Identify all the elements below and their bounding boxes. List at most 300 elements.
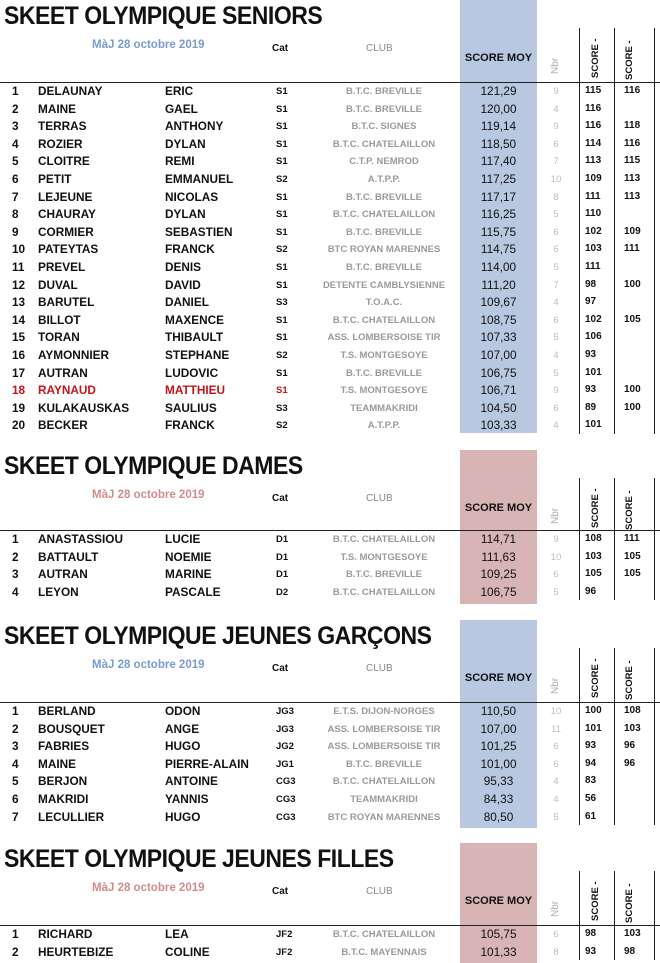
update-date: MàJ 28 octobre 2019 — [92, 39, 205, 51]
rank-cell: 8 — [12, 207, 19, 222]
first-name-cell: GAEL — [165, 101, 198, 116]
first-name-cell: PASCALE — [165, 584, 221, 599]
first-name-cell: YANNIS — [165, 792, 209, 806]
category-cell: JF2 — [276, 929, 293, 940]
rank-cell: 4 — [12, 584, 19, 599]
table-row — [0, 277, 660, 295]
last-name-cell: BERJON — [38, 774, 88, 789]
header-cat: Cat — [272, 493, 289, 504]
rank-cell: 6 — [12, 172, 19, 186]
score-moy-cell: 107,00 — [480, 721, 517, 736]
first-name-cell: ANTHONY — [165, 119, 224, 134]
score-2-cell: 100 — [624, 401, 641, 413]
nbr-cell: 11 — [551, 723, 561, 735]
last-name-cell: PREVEL — [38, 260, 86, 274]
club-cell: B.T.C. CHATELAILLON — [332, 209, 436, 221]
first-name-cell: COLINE — [165, 944, 210, 959]
score-2-cell: 103 — [624, 722, 641, 734]
header-club: CLUB — [366, 663, 393, 674]
first-name-cell: EMMANUEL — [165, 172, 234, 186]
category-cell: S1 — [276, 332, 288, 344]
club-cell: B.T.C. BREVILLE — [345, 262, 422, 273]
table-row — [0, 294, 660, 312]
rank-cell: 4 — [12, 136, 19, 151]
score-1-cell: 115 — [585, 85, 602, 96]
last-name-cell: DELAUNAY — [38, 84, 103, 98]
nbr-cell: 6 — [553, 402, 559, 414]
club-cell: C.T.P. NEMROD — [349, 156, 419, 168]
last-name-cell: AYMONNIER — [38, 348, 110, 362]
nbr-cell: 6 — [553, 758, 559, 770]
section-title: SKEET OLYMPIQUE SENIORS — [4, 2, 323, 30]
last-name-cell: AUTRAN — [38, 567, 88, 582]
score-2-cell: 116 — [624, 85, 641, 96]
club-cell: T.S. MONTGESOYE — [340, 350, 428, 361]
first-name-cell: ANTOINE — [165, 774, 218, 789]
header-score-2: SCORE - — [624, 660, 635, 700]
nbr-cell: 9 — [553, 121, 559, 133]
last-name-cell: BOUSQUET — [38, 721, 105, 736]
score-1-cell: 101 — [585, 722, 602, 734]
club-cell: B.T.C. CHATELAILLON — [332, 586, 436, 598]
first-name-cell: NICOLAS — [165, 189, 219, 204]
nbr-cell: 5 — [553, 586, 559, 598]
table-row — [0, 584, 660, 602]
rank-cell: 15 — [12, 330, 26, 345]
table-row — [0, 703, 660, 721]
score-2-cell: 118 — [624, 120, 641, 132]
nbr-cell: 6 — [553, 929, 559, 940]
nbr-cell: 4 — [553, 350, 559, 361]
ranking-section — [0, 620, 660, 843]
club-cell: B.T.C. BREVILLE — [345, 758, 422, 770]
category-cell: JG3 — [276, 706, 294, 717]
score-1-cell: 98 — [585, 928, 597, 939]
table-row — [0, 382, 660, 400]
first-name-cell: STEPHANE — [165, 348, 230, 362]
score-2-cell: 105 — [624, 550, 641, 562]
first-name-cell: ERIC — [165, 84, 194, 98]
category-cell: S1 — [276, 385, 288, 397]
category-cell: S1 — [276, 279, 288, 291]
nbr-cell: 5 — [553, 209, 559, 221]
first-name-cell: SEBASTIEN — [165, 224, 233, 239]
first-name-cell: HUGO — [165, 809, 201, 824]
table-row — [0, 101, 660, 119]
category-cell: S1 — [276, 103, 288, 115]
score-moy-cell: 121,29 — [480, 84, 517, 98]
category-cell: S2 — [276, 174, 288, 185]
score-1-cell: 111 — [585, 190, 601, 202]
rank-cell: 17 — [12, 365, 26, 380]
table-row — [0, 312, 660, 330]
rank-cell: 4 — [12, 756, 19, 771]
club-cell: T.O.A.C. — [365, 297, 403, 309]
score-1-cell: 100 — [585, 705, 602, 716]
nbr-cell: 10 — [550, 706, 562, 717]
ranking-section — [0, 843, 660, 963]
first-name-cell: THIBAULT — [165, 330, 224, 345]
last-name-cell: RAYNAUD — [38, 383, 96, 398]
rank-cell: 5 — [12, 154, 19, 169]
category-cell: CG3 — [276, 811, 296, 823]
score-2-cell: 113 — [624, 190, 641, 202]
first-name-cell: DYLAN — [165, 207, 206, 222]
score-moy-cell: 106,75 — [480, 365, 517, 380]
last-name-cell: HEURTEBIZE — [38, 944, 114, 959]
table-row — [0, 259, 660, 277]
score-moy-cell: 107,00 — [480, 348, 517, 362]
header-score-2: SCORE - — [624, 883, 635, 923]
score-1-cell: 103 — [585, 243, 602, 255]
header-score-1: SCORE - — [590, 881, 601, 921]
score-2-cell: 115 — [624, 155, 641, 167]
rank-cell: 10 — [12, 242, 26, 257]
club-cell: B.T.C. BREVILLE — [345, 367, 422, 379]
rank-cell: 1 — [12, 927, 19, 941]
category-cell: S3 — [276, 402, 288, 414]
first-name-cell: DANIEL — [165, 295, 209, 310]
rank-cell: 6 — [12, 792, 19, 806]
category-cell: S1 — [276, 86, 288, 97]
table-row — [0, 206, 660, 224]
score-1-cell: 109 — [585, 173, 602, 184]
score-moy-cell: 116,25 — [480, 207, 517, 222]
club-cell: BTC ROYAN MARENNES — [327, 811, 441, 823]
rank-cell: 3 — [12, 739, 19, 754]
club-cell: ASS. LOMBERSOISE TIR — [327, 741, 441, 753]
score-2-cell: 96 — [624, 757, 636, 769]
header-nbr: Nbr — [550, 507, 561, 524]
table-row — [0, 329, 660, 347]
score-1-cell: 103 — [585, 550, 602, 562]
nbr-cell: 9 — [553, 385, 559, 397]
score-1-cell: 96 — [585, 585, 597, 597]
last-name-cell: LECULLIER — [38, 809, 105, 824]
nbr-cell: 6 — [553, 314, 559, 326]
score-2-cell: 111 — [624, 243, 640, 255]
category-cell: S1 — [276, 138, 288, 150]
first-name-cell: MARINE — [165, 567, 212, 582]
first-name-cell: DENIS — [165, 260, 202, 274]
category-cell: S1 — [276, 367, 288, 379]
score-1-cell: 116 — [585, 102, 602, 114]
table-row — [0, 189, 660, 207]
header-score-1: SCORE - — [590, 658, 601, 698]
club-cell: B.T.C. BREVILLE — [345, 103, 422, 115]
last-name-cell: LEYON — [38, 584, 79, 599]
nbr-cell: 5 — [553, 332, 559, 344]
header-score-2: SCORE - — [624, 490, 635, 530]
rank-cell: 2 — [12, 944, 19, 959]
score-1-cell: 110 — [585, 208, 602, 220]
club-cell: B.T.C. MAYENNAIS — [341, 946, 427, 958]
club-cell: BTC ROYAN MARENNES — [327, 244, 441, 256]
header-score-moy: SCORE MOY — [464, 502, 533, 514]
score-moy-cell: 111,20 — [481, 277, 516, 292]
first-name-cell: NOEMIE — [165, 549, 212, 564]
score-1-cell: 101 — [585, 419, 602, 431]
first-name-cell: REMI — [165, 154, 195, 169]
update-date: MàJ 28 octobre 2019 — [92, 489, 205, 501]
first-name-cell: FRANCK — [165, 242, 215, 257]
score-moy-cell: 111,63 — [481, 549, 516, 564]
rank-cell: 1 — [12, 84, 19, 98]
section-title: SKEET OLYMPIQUE JEUNES GARÇONS — [4, 622, 432, 650]
score-moy-cell: 106,75 — [480, 584, 517, 599]
nbr-cell: 8 — [553, 946, 559, 958]
first-name-cell: LUDOVIC — [165, 365, 219, 380]
club-cell: A.T.P.P. — [367, 174, 401, 185]
last-name-cell: ROZIER — [38, 136, 83, 151]
score-1-cell: 114 — [585, 137, 602, 149]
club-cell: A.T.P.P. — [367, 420, 401, 432]
rank-cell: 9 — [12, 224, 19, 239]
category-cell: S1 — [276, 121, 288, 133]
score-moy-cell: 109,67 — [480, 295, 517, 310]
score-1-cell: 108 — [585, 533, 602, 544]
score-moy-cell: 110,50 — [480, 704, 517, 718]
category-cell: S3 — [276, 297, 288, 309]
table-row — [0, 417, 660, 435]
last-name-cell: KULAKAUSKAS — [38, 400, 130, 415]
table-row — [0, 926, 660, 944]
score-moy-cell: 107,33 — [480, 330, 517, 345]
last-name-cell: FABRIES — [38, 739, 90, 754]
header-cat: Cat — [272, 43, 289, 54]
club-cell: B.T.C. CHATELAILLON — [332, 534, 436, 545]
score-moy-cell: 105,75 — [480, 927, 517, 941]
score-1-cell: 93 — [585, 384, 597, 396]
last-name-cell: MAINE — [38, 101, 77, 116]
header-nbr: Nbr — [550, 57, 561, 74]
category-cell: D1 — [276, 569, 289, 581]
category-cell: S1 — [276, 156, 288, 168]
rank-cell: 14 — [12, 312, 26, 327]
category-cell: S2 — [276, 350, 288, 361]
table-row — [0, 118, 660, 136]
nbr-cell: 10 — [550, 551, 562, 563]
nbr-cell: 7 — [553, 279, 559, 291]
score-1-cell: 106 — [585, 331, 602, 343]
last-name-cell: DUVAL — [38, 277, 78, 292]
nbr-cell: 9 — [553, 534, 559, 545]
table-row — [0, 136, 660, 154]
score-2-cell: 111 — [624, 533, 640, 544]
rank-cell: 18 — [12, 383, 26, 398]
score-1-cell: 105 — [585, 568, 602, 580]
rank-cell: 12 — [12, 277, 26, 292]
nbr-cell: 6 — [553, 226, 559, 238]
last-name-cell: TORAN — [38, 330, 80, 345]
table-row — [0, 809, 660, 827]
first-name-cell: LUCIE — [165, 532, 201, 546]
table-row — [0, 549, 660, 567]
section-title: SKEET OLYMPIQUE JEUNES FILLES — [4, 845, 394, 873]
score-1-cell: 93 — [585, 740, 597, 752]
score-moy-cell: 117,25 — [480, 172, 517, 186]
first-name-cell: ANGE — [165, 721, 200, 736]
score-moy-cell: 106,71 — [480, 383, 517, 398]
club-cell: T.S. MONTGESOYE — [340, 385, 428, 397]
nbr-cell: 9 — [553, 86, 559, 97]
table-row — [0, 738, 660, 756]
score-moy-cell: 109,25 — [480, 567, 517, 582]
score-1-cell: 61 — [585, 810, 597, 822]
category-cell: S1 — [276, 191, 288, 203]
club-cell: B.T.C. BREVILLE — [345, 191, 422, 203]
score-2-cell: 100 — [624, 278, 641, 290]
first-name-cell: HUGO — [165, 739, 201, 754]
score-moy-cell: 103,33 — [480, 418, 517, 433]
header-score-moy: SCORE MOY — [464, 895, 533, 907]
header-score-1: SCORE - — [590, 38, 601, 78]
club-cell: B.T.C. SIGNES — [351, 121, 417, 133]
header-club: CLUB — [366, 493, 393, 504]
header-nbr: Nbr — [550, 900, 561, 917]
score-moy-cell: 119,14 — [480, 119, 517, 134]
last-name-cell: BILLOT — [38, 312, 81, 327]
score-moy-cell: 114,00 — [480, 260, 517, 274]
score-moy-cell: 108,75 — [480, 312, 517, 327]
nbr-cell: 4 — [553, 420, 559, 432]
category-cell: D1 — [276, 551, 289, 563]
score-moy-cell: 95,33 — [483, 774, 514, 789]
category-cell: CG3 — [276, 776, 296, 788]
nbr-cell: 6 — [553, 741, 559, 753]
nbr-cell: 4 — [553, 103, 559, 115]
rank-cell: 1 — [12, 704, 19, 718]
last-name-cell: CHAURAY — [38, 207, 96, 222]
score-moy-cell: 114,71 — [480, 532, 517, 546]
score-1-cell: 97 — [585, 296, 597, 308]
category-cell: S2 — [276, 420, 288, 432]
score-moy-cell: 101,25 — [480, 739, 517, 754]
score-2-cell: 105 — [624, 568, 641, 580]
score-2-cell: 105 — [624, 313, 641, 325]
table-row — [0, 773, 660, 791]
nbr-cell: 4 — [553, 776, 559, 788]
category-cell: JG1 — [276, 758, 294, 770]
last-name-cell: ANASTASSIOU — [38, 532, 123, 546]
score-2-cell: 113 — [624, 173, 641, 184]
club-cell: ASS. LOMBERSOISE TIR — [327, 332, 441, 344]
category-cell: S2 — [276, 244, 288, 256]
table-row — [0, 944, 660, 962]
score-moy-cell: 118,50 — [480, 136, 517, 151]
header-score-moy: SCORE MOY — [464, 672, 533, 684]
score-2-cell: 96 — [624, 740, 636, 752]
score-moy-cell: 117,17 — [480, 189, 517, 204]
section-title: SKEET OLYMPIQUE DAMES — [4, 452, 303, 480]
score-1-cell: 56 — [585, 793, 597, 804]
nbr-cell: 10 — [550, 174, 562, 185]
first-name-cell: PIERRE-ALAIN — [165, 756, 249, 771]
club-cell: B.T.C. BREVILLE — [345, 86, 422, 97]
header-cat: Cat — [272, 886, 289, 897]
last-name-cell: RICHARD — [38, 927, 93, 941]
table-row — [0, 365, 660, 383]
header-score-1: SCORE - — [590, 488, 601, 528]
score-1-cell: 102 — [585, 225, 602, 237]
category-cell: JF2 — [276, 946, 293, 958]
update-date: MàJ 28 octobre 2019 — [92, 659, 205, 671]
category-cell: S1 — [276, 314, 288, 326]
rank-cell: 7 — [12, 189, 19, 204]
nbr-cell: 5 — [553, 262, 559, 273]
score-moy-cell: 117,40 — [480, 154, 517, 169]
last-name-cell: PATEYTAS — [38, 242, 99, 257]
club-cell: B.T.C. BREVILLE — [345, 226, 422, 238]
score-2-cell: 103 — [624, 928, 641, 939]
table-row — [0, 791, 660, 809]
score-2-cell: 109 — [624, 225, 641, 237]
score-moy-cell: 101,00 — [480, 756, 517, 771]
header-club: CLUB — [366, 43, 393, 54]
last-name-cell: CLOITRE — [38, 154, 90, 169]
score-moy-cell: 114,75 — [480, 242, 517, 257]
header-score-2: SCORE - — [624, 40, 635, 80]
nbr-cell: 6 — [553, 569, 559, 581]
last-name-cell: TERRAS — [38, 119, 87, 134]
last-name-cell: PETIT — [38, 172, 72, 186]
header-score-moy: SCORE MOY — [464, 52, 533, 64]
first-name-cell: LEA — [165, 927, 189, 941]
last-name-cell: BECKER — [38, 418, 88, 433]
rank-cell: 19 — [12, 400, 26, 415]
first-name-cell: DYLAN — [165, 136, 206, 151]
rank-cell: 16 — [12, 348, 26, 362]
table-row — [0, 224, 660, 242]
last-name-cell: CORMIER — [38, 224, 94, 239]
score-1-cell: 83 — [585, 775, 597, 787]
score-1-cell: 89 — [585, 401, 597, 413]
club-cell: B.T.C. CHATELAILLON — [332, 776, 436, 788]
last-name-cell: BARUTEL — [38, 295, 95, 310]
rank-cell: 3 — [12, 567, 19, 582]
header-nbr: Nbr — [550, 677, 561, 694]
score-moy-cell: 104,50 — [480, 400, 517, 415]
score-1-cell: 98 — [585, 278, 597, 290]
rank-cell: 2 — [12, 549, 19, 564]
rank-cell: 7 — [12, 809, 19, 824]
club-cell: B.T.C. CHATELAILLON — [332, 314, 436, 326]
score-2-cell: 98 — [624, 945, 636, 957]
first-name-cell: MAXENCE — [165, 312, 224, 327]
table-row — [0, 171, 660, 189]
category-cell: JG3 — [276, 723, 294, 735]
table-row — [0, 531, 660, 549]
score-1-cell: 113 — [585, 155, 602, 167]
category-cell: S1 — [276, 262, 288, 273]
score-1-cell: 93 — [585, 349, 597, 360]
table-row — [0, 721, 660, 739]
first-name-cell: DAVID — [165, 277, 201, 292]
first-name-cell: ODON — [165, 704, 201, 718]
club-cell: E.T.S. DIJON-NORGES — [333, 706, 435, 717]
rank-cell: 13 — [12, 295, 26, 310]
club-cell: DETENTE CAMBLYSIENNE — [322, 279, 446, 291]
rank-cell: 3 — [12, 119, 19, 134]
category-cell: D1 — [276, 534, 289, 545]
table-row — [0, 153, 660, 171]
score-1-cell: 94 — [585, 757, 597, 769]
table-row — [0, 400, 660, 418]
first-name-cell: SAULIUS — [165, 400, 217, 415]
score-2-cell: 116 — [624, 137, 641, 149]
club-cell: TEAMMAKRIDI — [350, 402, 418, 414]
last-name-cell: MAINE — [38, 756, 77, 771]
